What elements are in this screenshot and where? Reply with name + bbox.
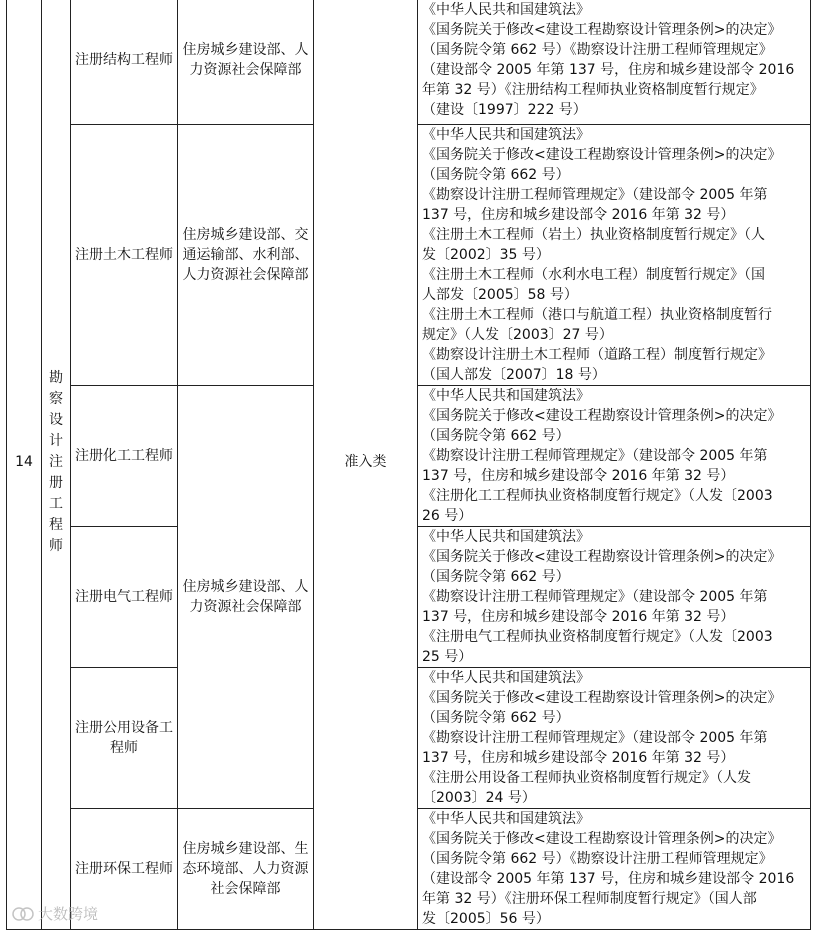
basis-line: 137 号，住房和城乡建设部令 2016 年第 32 号）	[422, 468, 735, 484]
basis-line: （建设部令 2005 年第 137 号，住房和城乡建设部令 2016	[422, 61, 795, 78]
basis-line: 年第 32 号）《注册结构工程师执业资格制度暂行规定》	[422, 81, 764, 98]
basis-line: 《勘察设计注册工程师管理规定》（建设部令 2005 年第	[422, 589, 768, 605]
basis-line: 《勘察设计注册工程师管理规定》（建设部令 2005 年第	[422, 448, 768, 464]
basis-line: 《国务院关于修改<建设工程勘察设计管理条例>的决定》	[422, 21, 782, 38]
basis-line: 《国务院关于修改<建设工程勘察设计管理条例>的决定》	[422, 408, 782, 424]
legal-basis-cell	[418, 527, 811, 668]
basis-line: 发〔2002〕35 号）	[422, 247, 550, 263]
watermark	[12, 903, 98, 924]
qualification-table	[6, 0, 811, 930]
legal-basis-cell	[418, 668, 811, 809]
basis-line: 《注册土木工程师（岩土）执业资格制度暂行规定》（人	[422, 227, 765, 243]
basis-line: （国务院令第 662 号）	[422, 167, 570, 183]
basis-line: 《国务院关于修改<建设工程勘察设计管理条例>的决定》	[422, 690, 782, 706]
basis-line: 《中华人民共和国建筑法》	[422, 670, 590, 686]
basis-line: 《国务院关于修改<建设工程勘察设计管理条例>的决定》	[422, 831, 782, 847]
legal-basis-cell	[418, 809, 811, 930]
basis-line: 《注册公用设备工程师执业资格制度暂行规定》（人发	[422, 770, 751, 786]
qualification-title: 注册化工工程师	[71, 386, 178, 527]
qualification-title: 注册结构工程师	[71, 0, 178, 125]
basis-line: （国务院令第 662 号）	[422, 710, 570, 726]
department-cell: 住房城乡建设部、交通运输部、水利部、人力资源社会保障部	[178, 125, 314, 386]
basis-line: 人部发〔2005〕58 号）	[422, 287, 578, 303]
basis-line: 《注册土木工程师（港口与航道工程）执业资格制度暂行	[422, 307, 772, 323]
watermark-logo-icon	[12, 906, 34, 922]
basis-line: （建设〔1997〕222 号）	[422, 101, 587, 118]
row-number: 14	[7, 0, 42, 930]
basis-line: 《中华人民共和国建筑法》	[422, 1, 590, 18]
basis-line: （国人部发〔2007〕18 号）	[422, 367, 606, 383]
department-cell: 住房城乡建设部、人力资源社会保障部	[178, 0, 314, 125]
basis-line: 〔2003〕24 号）	[422, 790, 536, 806]
department-cell: 住房城乡建设部、生态环境部、人力资源社会保障部	[178, 809, 314, 930]
basis-line: 《注册土木工程师（水利水电工程）制度暂行规定》（国	[422, 267, 765, 283]
basis-line: 137 号，住房和城乡建设部令 2016 年第 32 号）	[422, 207, 735, 223]
basis-line: （国务院令第 662 号）《勘察设计注册工程师管理规定》	[422, 851, 773, 867]
basis-line: （国务院令第 662 号）	[422, 428, 570, 444]
qualification-title: 注册环保工程师	[71, 809, 178, 930]
basis-line: 《中华人民共和国建筑法》	[422, 388, 590, 404]
basis-line: （国务院令第 662 号）	[422, 569, 570, 585]
basis-line: 《注册电气工程师执业资格制度暂行规定》（人发〔2003	[422, 629, 773, 645]
qualification-type: 准入类	[314, 0, 418, 930]
basis-line: （建设部令 2005 年第 137 号，住房和城乡建设部令 2016	[422, 871, 795, 887]
basis-line: 年第 32 号）《注册环保工程师制度暂行规定》（国人部	[422, 891, 757, 907]
basis-line: 《国务院关于修改<建设工程勘察设计管理条例>的决定》	[422, 549, 782, 565]
qualification-title: 注册电气工程师	[71, 527, 178, 668]
basis-line: 规定》（人发〔2003〕27 号）	[422, 327, 613, 343]
watermark-text: 大数跨境	[38, 905, 99, 923]
table-row	[7, 0, 811, 125]
basis-line: 137 号，住房和城乡建设部令 2016 年第 32 号）	[422, 609, 735, 625]
basis-line: 发〔2005〕56 号）	[422, 911, 550, 927]
basis-line: 《勘察设计注册土木工程师（道路工程）制度暂行规定》	[422, 347, 772, 363]
basis-line: 《中华人民共和国建筑法》	[422, 529, 590, 545]
basis-line: 《中华人民共和国建筑法》	[422, 127, 590, 143]
qualification-title: 注册土木工程师	[71, 125, 178, 386]
basis-line: 26 号）	[422, 508, 473, 524]
basis-line: 《中华人民共和国建筑法》	[422, 811, 590, 827]
category-cell	[42, 0, 71, 930]
basis-line: 《国务院关于修改<建设工程勘察设计管理条例>的决定》	[422, 147, 782, 163]
basis-line: 《勘察设计注册工程师管理规定》（建设部令 2005 年第	[422, 730, 768, 746]
legal-basis-cell	[418, 386, 811, 527]
department-cell: 住房城乡建设部、人力资源社会保障部	[178, 386, 314, 809]
legal-basis-cell	[418, 0, 811, 125]
category-label: 勘察设计注册工程师	[49, 369, 63, 554]
basis-line: （国务院令第 662 号）《勘察设计注册工程师管理规定》	[422, 41, 773, 58]
basis-line: 《勘察设计注册工程师管理规定》（建设部令 2005 年第	[422, 187, 768, 203]
basis-line: 25 号）	[422, 649, 473, 665]
basis-line: 137 号，住房和城乡建设部令 2016 年第 32 号）	[422, 750, 735, 766]
legal-basis-cell	[418, 125, 811, 386]
basis-line: 《注册化工工程师执业资格制度暂行规定》（人发〔2003	[422, 488, 773, 504]
qualification-title: 注册公用设备工程师	[71, 668, 178, 809]
